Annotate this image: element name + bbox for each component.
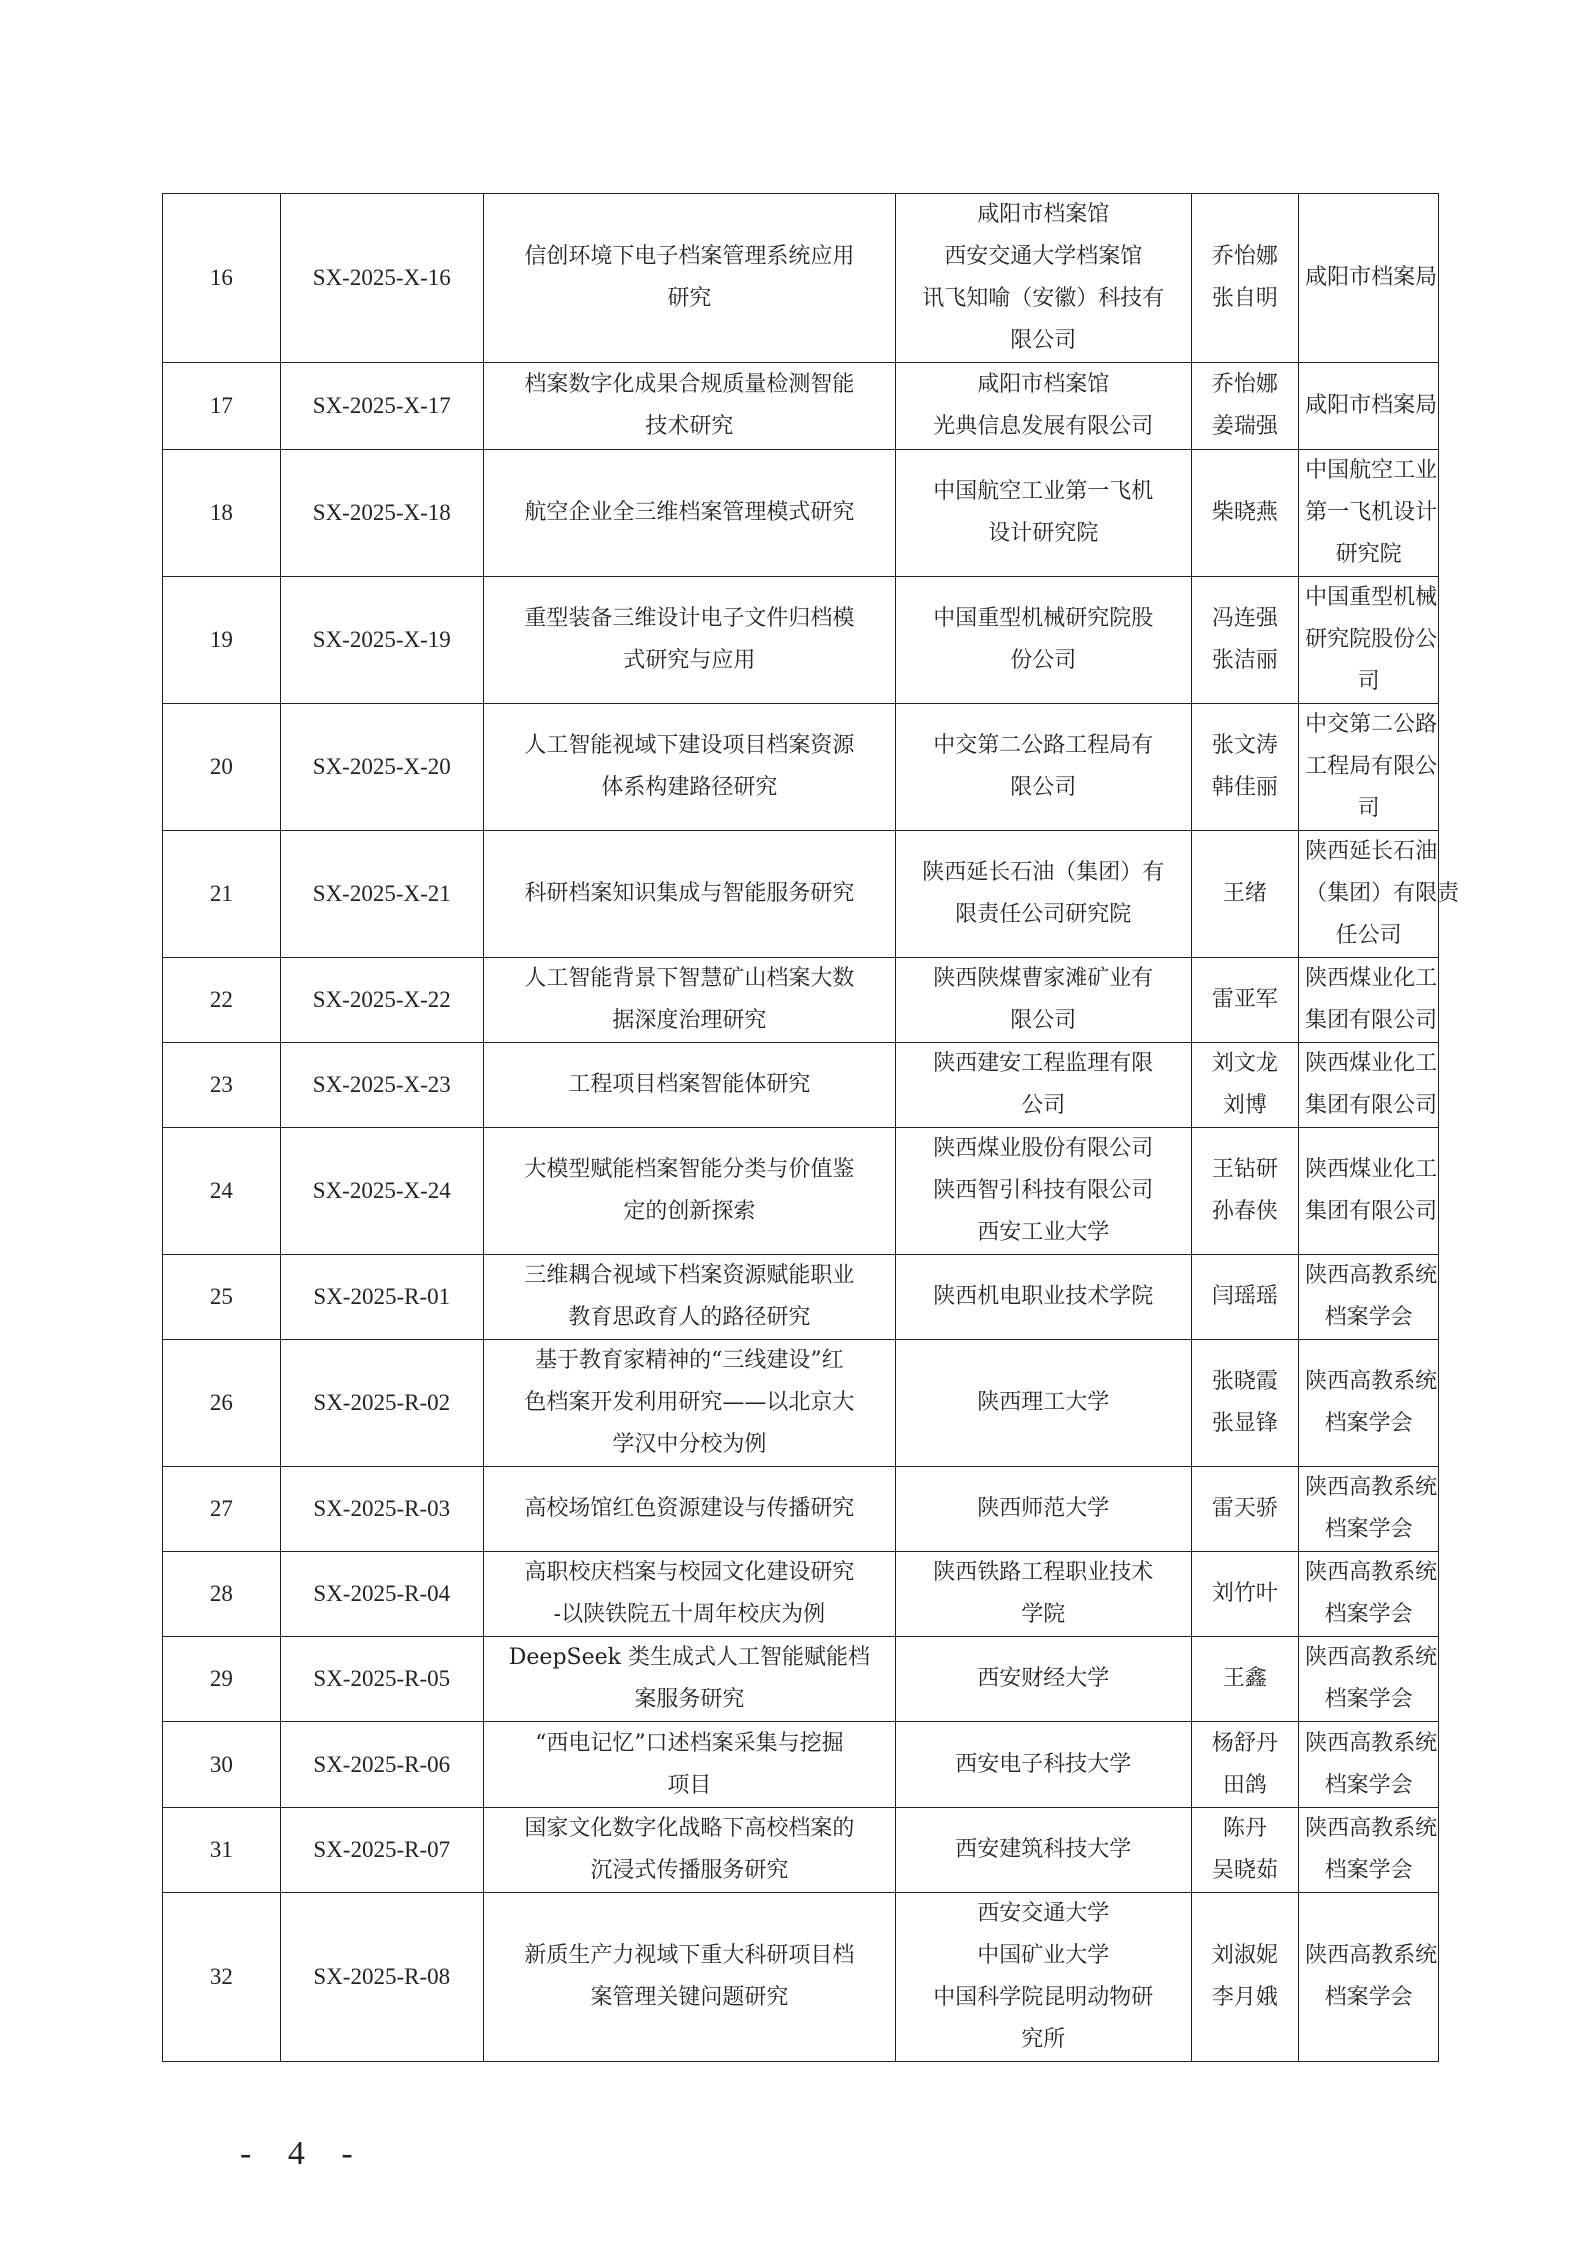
row-number-cell: 22 (163, 958, 281, 1043)
recommending-org-line: 集团有限公司 (1305, 1008, 1438, 1033)
recommending-org-line: 陕西高教系统 (1305, 1369, 1438, 1394)
applicant-unit-cell (895, 450, 1191, 577)
project-list-table (162, 193, 1460, 2062)
project-leader-line: 孙春侠 (1211, 1199, 1278, 1224)
applicant-unit-cell (895, 1043, 1191, 1128)
project-leader-line: 刘文龙 (1211, 1051, 1278, 1076)
project-title-line: 三维耦合视域下档案资源赋能职业 (524, 1263, 855, 1288)
recommending-org-line: 陕西煤业化工 (1305, 1051, 1438, 1076)
table-row (163, 1893, 1439, 2062)
row-number-cell: 19 (163, 577, 281, 704)
recommending-org-cell (1299, 194, 1439, 363)
project-title-line: 据深度治理研究 (612, 1008, 767, 1033)
applicant-unit-line: 西安交通大学档案馆 (944, 244, 1143, 269)
applicant-unit-line: 究所 (1021, 2027, 1066, 2052)
row-number-cell: 26 (163, 1340, 281, 1467)
recommending-org-line: 陕西高教系统 (1305, 1560, 1438, 1585)
applicant-unit-line: 中国科学院昆明动物研 (933, 1985, 1154, 2010)
applicant-unit-line: 陕西煤业股份有限公司 (933, 1136, 1154, 1161)
project-code-cell: SX-2025-R-01 (280, 1255, 483, 1340)
project-title-line: 教育思政育人的路径研究 (568, 1305, 811, 1330)
table-row (163, 1128, 1439, 1255)
project-code-cell: SX-2025-X-22 (280, 958, 483, 1043)
project-code-cell: SX-2025-X-20 (280, 704, 483, 831)
table-row (163, 1552, 1439, 1637)
project-title-line: 学汉中分校为例 (612, 1432, 767, 1457)
row-number-cell: 32 (163, 1893, 281, 2062)
project-code-cell: SX-2025-X-16 (280, 194, 483, 363)
project-leader-line: 冯连强 (1211, 606, 1278, 631)
project-leader-cell (1191, 1340, 1298, 1467)
project-leader-line: 张晓霞 (1211, 1369, 1278, 1394)
project-code-cell: SX-2025-X-23 (280, 1043, 483, 1128)
project-title-line: 体系构建路径研究 (601, 775, 778, 800)
table-row (163, 958, 1439, 1043)
row-number-cell: 18 (163, 450, 281, 577)
applicant-unit-line: 讯飞知喻（安徽）科技有 (922, 286, 1165, 311)
project-title-line: 沉浸式传播服务研究 (590, 1858, 789, 1883)
recommending-org-line: 中交第二公路 (1305, 712, 1438, 737)
table-row (163, 831, 1439, 958)
recommending-org-cell (1299, 1722, 1439, 1808)
row-number-cell: 16 (163, 194, 281, 363)
project-leader-cell (1191, 194, 1298, 363)
row-number-cell: 23 (163, 1043, 281, 1128)
recommending-org-line: 陕西高教系统 (1305, 1645, 1438, 1670)
row-number-cell: 17 (163, 363, 281, 450)
project-title-line: 新质生产力视域下重大科研项目档 (524, 1943, 855, 1968)
project-leader-cell (1191, 1552, 1298, 1637)
recommending-org-cell (1299, 958, 1439, 1043)
table-body (163, 194, 1460, 2062)
applicant-unit-line: 陕西陕煤曹家滩矿业有 (933, 966, 1154, 991)
table-row (163, 450, 1439, 577)
project-code-cell: SX-2025-R-04 (280, 1552, 483, 1637)
project-leader-cell (1191, 450, 1298, 577)
project-title-cell (483, 704, 895, 831)
row-number-cell: 28 (163, 1552, 281, 1637)
row-number-cell: 25 (163, 1255, 281, 1340)
project-title-line: 技术研究 (645, 414, 734, 439)
project-leader-cell (1191, 363, 1298, 450)
recommending-org-cell (1299, 450, 1439, 577)
recommending-org-line: 档案学会 (1324, 1858, 1413, 1883)
applicant-unit-cell (895, 1722, 1191, 1808)
applicant-unit-cell (895, 1808, 1191, 1893)
applicant-unit-line: 咸阳市档案馆 (977, 202, 1110, 227)
project-title-cell (483, 1637, 895, 1722)
recommending-org-line: 司 (1357, 796, 1380, 821)
applicant-unit-line: 陕西建安工程监理有限 (933, 1051, 1154, 1076)
recommending-org-line: 陕西高教系统 (1305, 1263, 1438, 1288)
row-number-cell: 29 (163, 1637, 281, 1722)
recommending-org-line: 档案学会 (1324, 1517, 1413, 1542)
table-row (163, 1808, 1439, 1893)
applicant-unit-line: 公司 (1021, 1093, 1066, 1118)
project-leader-line: 刘淑妮 (1211, 1943, 1278, 1968)
project-leader-line: 乔怡娜 (1211, 244, 1278, 269)
project-code-cell: SX-2025-R-03 (280, 1467, 483, 1552)
project-title-line: 案服务研究 (634, 1687, 745, 1712)
recommending-org-cell (1299, 1808, 1439, 1893)
project-code-cell: SX-2025-X-21 (280, 831, 483, 958)
applicant-unit-cell (895, 194, 1191, 363)
project-leader-cell (1191, 958, 1298, 1043)
project-title-cell (483, 1340, 895, 1467)
project-title-cell (483, 958, 895, 1043)
project-leader-cell (1191, 1255, 1298, 1340)
recommending-org-line: 陕西高教系统 (1305, 1475, 1438, 1500)
project-leader-line: 张自明 (1211, 286, 1278, 311)
applicant-unit-line: 西安财经大学 (977, 1666, 1110, 1691)
project-leader-line: 王鑫 (1222, 1666, 1267, 1691)
project-title-line: 国家文化数字化战略下高校档案的 (524, 1816, 855, 1841)
project-title-cell (483, 450, 895, 577)
project-leader-line: 姜瑞强 (1211, 414, 1278, 439)
table-row (163, 1722, 1439, 1808)
project-code-cell: SX-2025-R-08 (280, 1893, 483, 2062)
table-row (163, 1255, 1439, 1340)
applicant-unit-cell (895, 363, 1191, 450)
recommending-org-cell (1299, 704, 1439, 831)
project-title-cell (483, 1722, 895, 1808)
recommending-org-line: 司 (1357, 669, 1380, 694)
table-row (163, 363, 1439, 450)
project-title-line: “西电记忆”口述档案采集与挖掘 (535, 1730, 844, 1756)
row-number-cell: 27 (163, 1467, 281, 1552)
recommending-org-line: 陕西高教系统 (1305, 1816, 1438, 1841)
table-row (163, 194, 1439, 363)
applicant-unit-cell (895, 704, 1191, 831)
recommending-org-line: 档案学会 (1324, 1687, 1413, 1712)
project-code-cell: SX-2025-R-07 (280, 1808, 483, 1893)
project-leader-cell (1191, 1893, 1298, 2062)
project-title-cell (483, 1552, 895, 1637)
recommending-org-line: 档案学会 (1324, 1985, 1413, 2010)
recommending-org-cell (1299, 1893, 1439, 2062)
project-title-line: 科研档案知识集成与智能服务研究 (524, 881, 855, 906)
applicant-unit-line: 限责任公司研究院 (955, 902, 1132, 927)
row-number-cell: 20 (163, 704, 281, 831)
project-title-line: 项目 (667, 1772, 712, 1798)
row-number-cell: 24 (163, 1128, 281, 1255)
project-title-line: 信创环境下电子档案管理系统应用 (524, 244, 855, 269)
recommending-org-cell (1299, 1128, 1439, 1255)
applicant-unit-line: 咸阳市档案馆 (977, 372, 1110, 397)
project-title-line: 定的创新探索 (623, 1199, 756, 1224)
applicant-unit-line: 限公司 (1010, 1008, 1077, 1033)
project-title-cell (483, 1893, 895, 2062)
project-leader-line: 田鸽 (1222, 1772, 1267, 1798)
project-title-line: 重型装备三维设计电子文件归档模 (524, 606, 855, 631)
recommending-org-cell (1299, 1637, 1439, 1722)
applicant-unit-line: 陕西理工大学 (977, 1390, 1110, 1415)
recommending-org-cell (1299, 1340, 1439, 1467)
recommending-org-line: 中国重型机械 (1305, 585, 1438, 610)
table-row (163, 1467, 1439, 1552)
project-code-cell: SX-2025-R-05 (280, 1637, 483, 1722)
project-title-cell (483, 831, 895, 958)
table-row (163, 1637, 1439, 1722)
project-title-line: 色档案开发利用研究——以北京大 (524, 1390, 855, 1415)
project-leader-cell (1191, 704, 1298, 831)
project-leader-line: 张文涛 (1211, 733, 1278, 758)
applicant-unit-cell (895, 1128, 1191, 1255)
project-leader-line: 乔怡娜 (1211, 372, 1278, 397)
recommending-org-line: 陕西延长石油 (1305, 839, 1438, 864)
applicant-unit-line: 陕西机电职业技术学院 (933, 1284, 1154, 1309)
recommending-org-line: 研究院 (1335, 542, 1402, 567)
project-title-line: -以陕铁院五十周年校庆为例 (553, 1602, 826, 1627)
project-leader-line: 王钻研 (1211, 1157, 1278, 1182)
applicant-unit-cell (895, 1340, 1191, 1467)
project-leader-cell (1191, 1467, 1298, 1552)
project-leader-cell (1191, 831, 1298, 958)
recommending-org-line: 工程局有限公 (1305, 754, 1438, 779)
recommending-org-line: 陕西煤业化工 (1305, 966, 1438, 991)
project-title-line: DeepSeek 类生成式人工智能赋能档 (508, 1645, 870, 1670)
project-leader-line: 闫瑶瑶 (1211, 1284, 1278, 1309)
project-leader-line: 刘竹叶 (1211, 1581, 1278, 1606)
project-title-line: 研究 (667, 286, 712, 311)
table-row (163, 1043, 1439, 1128)
recommending-org-line: 研究院股份公 (1305, 627, 1438, 652)
project-leader-cell (1191, 1722, 1298, 1808)
table-row (163, 704, 1439, 831)
recommending-org-line: 任公司 (1335, 923, 1402, 948)
applicant-unit-line: 陕西智引科技有限公司 (933, 1178, 1154, 1203)
table-row (163, 577, 1439, 704)
applicant-unit-line: 限公司 (1010, 775, 1077, 800)
recommending-org-cell (1299, 577, 1439, 704)
project-leader-line: 韩佳丽 (1211, 775, 1278, 800)
recommending-org-line: 陕西高教系统 (1305, 1730, 1438, 1756)
project-leader-line: 雷亚军 (1211, 987, 1278, 1012)
project-title-line: 人工智能视域下建设项目档案资源 (524, 733, 855, 758)
project-leader-cell (1191, 1808, 1298, 1893)
recommending-org-line: 档案学会 (1324, 1305, 1413, 1330)
recommending-org-cell (1299, 1552, 1439, 1637)
recommending-org-cell (1299, 1043, 1439, 1128)
page-number: - 4 - (240, 2135, 367, 2172)
applicant-unit-cell (895, 831, 1191, 958)
applicant-unit-cell (895, 1467, 1191, 1552)
project-leader-line: 柴晓燕 (1211, 500, 1278, 525)
applicant-unit-line: 陕西铁路工程职业技术 (933, 1560, 1154, 1585)
recommending-org-cell (1299, 1255, 1439, 1340)
project-title-cell (483, 1255, 895, 1340)
recommending-org-cell (1299, 831, 1460, 958)
row-number-cell: 31 (163, 1808, 281, 1893)
row-number-cell: 30 (163, 1722, 281, 1808)
applicant-unit-cell (895, 1255, 1191, 1340)
recommending-org-line: 陕西高教系统 (1305, 1943, 1438, 1968)
project-title-cell (483, 1808, 895, 1893)
project-title-cell (483, 577, 895, 704)
applicant-unit-line: 中国矿业大学 (977, 1943, 1110, 1968)
project-title-line: 基于教育家精神的“三线建设”红 (535, 1348, 844, 1373)
applicant-unit-cell (895, 958, 1191, 1043)
project-leader-line: 张显锋 (1211, 1411, 1278, 1436)
project-title-line: 式研究与应用 (623, 648, 756, 673)
recommending-org-line: 档案学会 (1324, 1411, 1413, 1436)
project-title-cell (483, 1128, 895, 1255)
recommending-org-line: 咸阳市档案局 (1305, 393, 1438, 418)
applicant-unit-line: 中国重型机械研究院股 (933, 606, 1154, 631)
applicant-unit-cell (895, 1552, 1191, 1637)
recommending-org-line: 集团有限公司 (1305, 1199, 1438, 1224)
applicant-unit-line: 陕西师范大学 (977, 1496, 1110, 1521)
table-row (163, 1340, 1439, 1467)
recommending-org-cell (1299, 1467, 1439, 1552)
project-leader-line: 杨舒丹 (1211, 1730, 1278, 1756)
project-leader-line: 张洁丽 (1211, 648, 1278, 673)
applicant-unit-line: 份公司 (1010, 648, 1077, 673)
project-leader-line: 雷天骄 (1211, 1496, 1278, 1521)
project-code-cell: SX-2025-X-24 (280, 1128, 483, 1255)
project-leader-line: 吴晓茹 (1211, 1858, 1278, 1883)
applicant-unit-line: 学院 (1021, 1602, 1066, 1627)
recommending-org-line: 集团有限公司 (1305, 1093, 1438, 1118)
applicant-unit-cell (895, 577, 1191, 704)
project-leader-line: 李月娥 (1211, 1985, 1278, 2010)
project-code-cell: SX-2025-X-19 (280, 577, 483, 704)
project-title-line: 高校场馆红色资源建设与传播研究 (524, 1496, 855, 1521)
project-leader-line: 王绪 (1222, 881, 1267, 906)
project-leader-cell (1191, 1128, 1298, 1255)
project-title-line: 航空企业全三维档案管理模式研究 (524, 500, 855, 525)
recommending-org-line: （集团）有限责 (1305, 881, 1460, 906)
project-title-line: 高职校庆档案与校园文化建设研究 (524, 1560, 855, 1585)
applicant-unit-line: 设计研究院 (988, 521, 1099, 546)
project-leader-cell (1191, 1637, 1298, 1722)
applicant-unit-line: 西安工业大学 (977, 1220, 1110, 1245)
project-title-line: 人工智能背景下智慧矿山档案大数 (524, 966, 855, 991)
project-leader-cell (1191, 1043, 1298, 1128)
project-title-line: 档案数字化成果合规质量检测智能 (524, 372, 855, 397)
recommending-org-line: 档案学会 (1324, 1772, 1413, 1798)
recommending-org-line: 中国航空工业 (1305, 458, 1438, 483)
project-leader-line: 陈丹 (1222, 1816, 1267, 1841)
project-leader-cell (1191, 577, 1298, 704)
applicant-unit-line: 西安交通大学 (977, 1901, 1110, 1926)
project-code-cell: SX-2025-R-06 (280, 1722, 483, 1808)
applicant-unit-line: 光典信息发展有限公司 (933, 414, 1154, 439)
applicant-unit-line: 陕西延长石油（集团）有 (922, 860, 1165, 885)
project-code-cell: SX-2025-R-02 (280, 1340, 483, 1467)
project-title-cell (483, 1467, 895, 1552)
applicant-unit-line: 限公司 (1010, 328, 1077, 353)
project-leader-line: 刘博 (1222, 1093, 1267, 1118)
recommending-org-line: 第一飞机设计 (1305, 500, 1438, 525)
recommending-org-cell (1299, 363, 1439, 450)
recommending-org-line: 咸阳市档案局 (1305, 265, 1438, 290)
recommending-org-line: 陕西煤业化工 (1305, 1157, 1438, 1182)
project-code-cell: SX-2025-X-18 (280, 450, 483, 577)
applicant-unit-line: 中交第二公路工程局有 (933, 733, 1154, 758)
project-title-cell (483, 1043, 895, 1128)
applicant-unit-line: 西安电子科技大学 (955, 1751, 1132, 1777)
applicant-unit-line: 中国航空工业第一飞机 (933, 479, 1154, 504)
applicant-unit-line: 西安建筑科技大学 (955, 1837, 1132, 1862)
row-number-cell: 21 (163, 831, 281, 958)
project-title-line: 工程项目档案智能体研究 (568, 1072, 811, 1097)
recommending-org-line: 档案学会 (1324, 1602, 1413, 1627)
project-title-line: 大模型赋能档案智能分类与价值鉴 (524, 1157, 855, 1182)
applicant-unit-cell (895, 1637, 1191, 1722)
project-title-line: 案管理关键问题研究 (590, 1985, 789, 2010)
project-title-cell (483, 194, 895, 363)
applicant-unit-cell (895, 1893, 1191, 2062)
project-code-cell: SX-2025-X-17 (280, 363, 483, 450)
project-title-cell (483, 363, 895, 450)
